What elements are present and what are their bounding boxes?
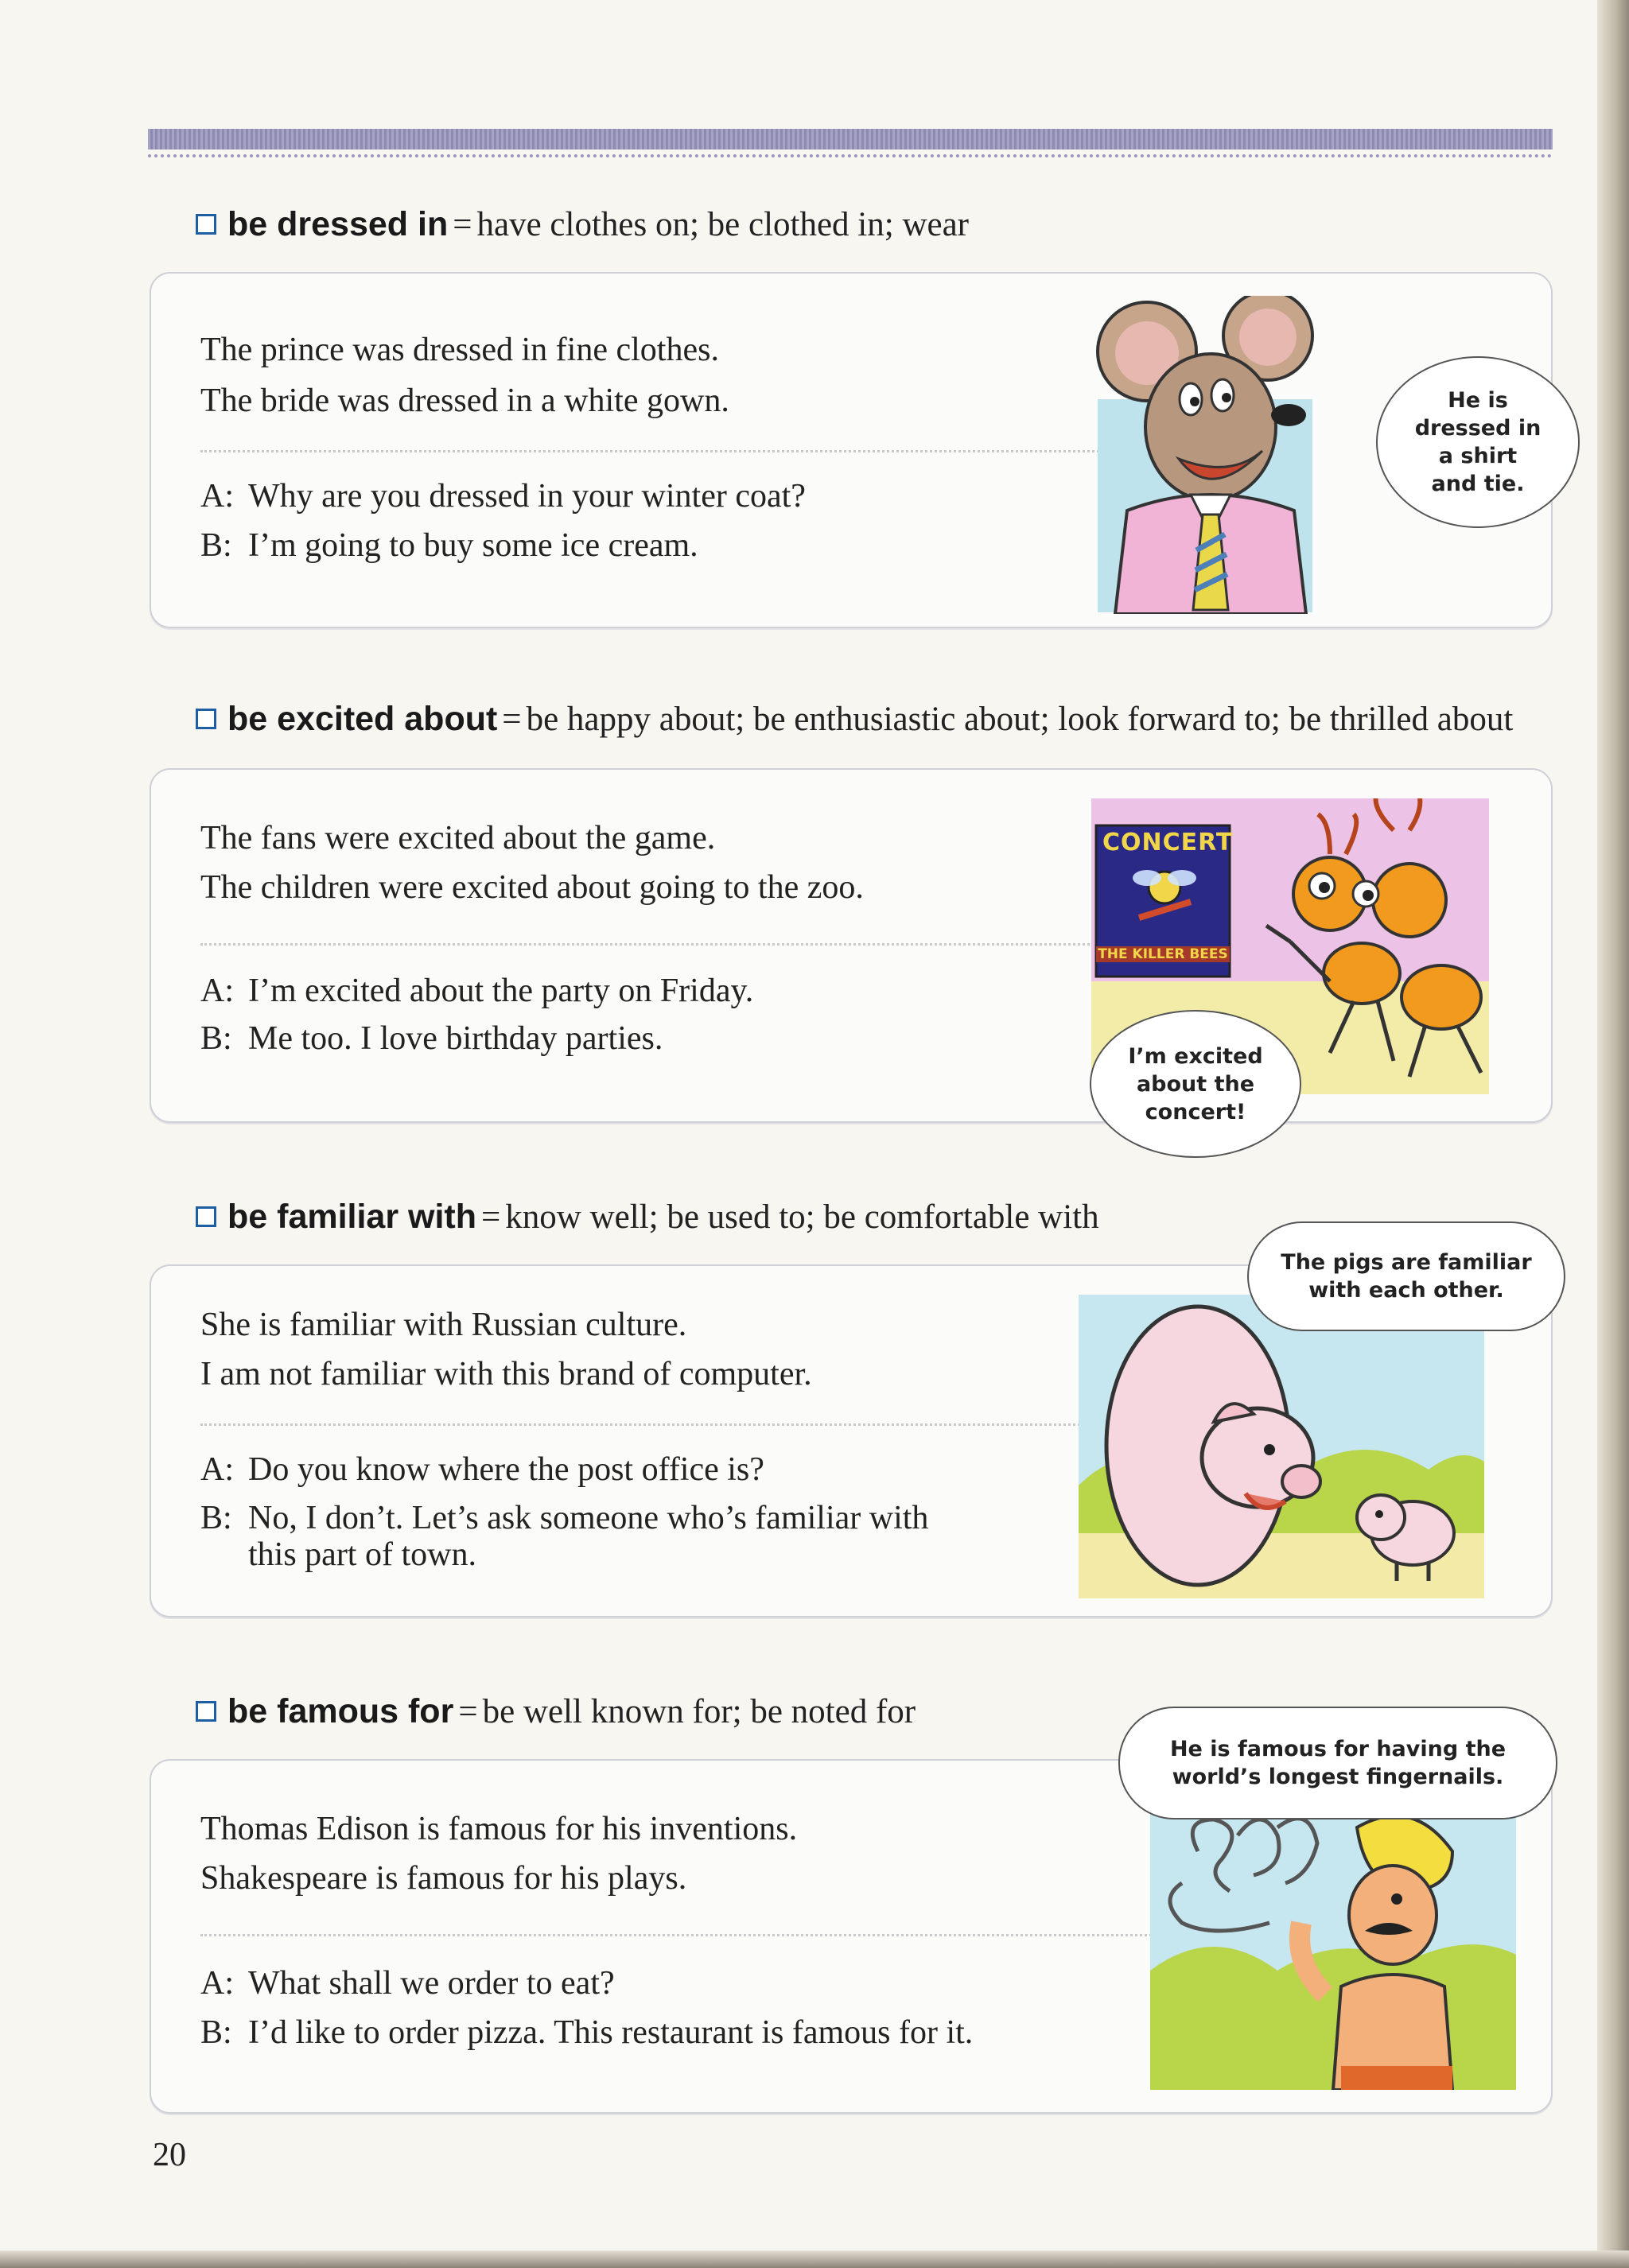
section-heading-familiar-with: be familiar with = know well; be used to; be comfortable with xyxy=(196,1198,1099,1237)
term: be famous for xyxy=(227,1692,454,1730)
example-sentence: Thomas Edison is famous for his inventions. xyxy=(200,1811,798,1847)
speech-bubble: I’m excited about the concert! xyxy=(1090,1010,1301,1158)
checkbox-icon xyxy=(196,709,216,729)
section-heading-excited-about: be excited about = be happy about; be enthusiastic about; look forward to; be thrilled about xyxy=(196,700,1513,739)
definition: be happy about; be enthusiastic about; look forward to; be thrilled about xyxy=(526,701,1514,738)
checkbox-icon xyxy=(196,1206,216,1227)
dialogue-line: A: Why are you dressed in your winter coat? xyxy=(200,478,806,515)
term: be dressed in xyxy=(227,205,449,243)
example-sentence: The fans were excited about the game. xyxy=(200,820,716,856)
dotted-separator xyxy=(200,1423,1199,1426)
section-heading-dressed-in: be dressed in = have clothes on; be clothed in; wear xyxy=(196,205,969,244)
example-sentence: She is familiar with Russian culture. xyxy=(200,1307,687,1343)
header-dotted-rule xyxy=(148,154,1553,157)
speech-bubble: The pigs are familiar with each other. xyxy=(1247,1221,1565,1331)
pigs-illustration xyxy=(1079,1295,1484,1598)
dialogue-line: B: No, I don’t. Let’s ask someone who’s familiar with this part of town. xyxy=(200,1500,929,1573)
fingernails-man-illustration xyxy=(1150,1804,1516,2090)
poster-title: CONCERT xyxy=(1102,829,1234,856)
page-bottom-shadow xyxy=(0,2251,1629,2268)
page-edge-shadow xyxy=(1597,0,1629,2268)
header-band xyxy=(148,129,1553,150)
dialogue-line: B: Me too. I love birthday parties. xyxy=(200,1020,663,1057)
checkbox-icon xyxy=(196,1701,216,1722)
mouse-illustration xyxy=(1091,296,1330,614)
speech-bubble: He is famous for having the world’s longest fingernails. xyxy=(1118,1707,1557,1819)
dialogue-line: A: Do you know where the post office is? xyxy=(200,1451,764,1488)
poster-caption: THE KILLER BEES xyxy=(1096,946,1230,962)
dialogue-line: A: What shall we order to eat? xyxy=(200,1965,615,2002)
dialogue-line: B: I’m going to buy some ice cream. xyxy=(200,527,698,564)
definition: have clothes on; be clothed in; wear xyxy=(476,206,969,243)
dotted-separator xyxy=(200,1934,1199,1936)
dialogue-line: B: I’d like to order pizza. This restaurant is famous for it. xyxy=(200,2014,974,2051)
example-box-dressed-in xyxy=(150,272,1553,628)
section-heading-famous-for: be famous for = be well known for; be noted for xyxy=(196,1692,916,1731)
example-sentence: The prince was dressed in fine clothes. xyxy=(200,332,719,368)
checkbox-icon xyxy=(196,214,216,235)
speech-bubble: He is dressed in a shirt and tie. xyxy=(1376,356,1580,528)
page-number: 20 xyxy=(153,2137,186,2173)
definition: know well; be used to; be comfortable with xyxy=(505,1198,1099,1236)
term: be familiar with xyxy=(227,1198,477,1236)
dotted-separator xyxy=(200,450,1199,452)
definition: be well known for; be noted for xyxy=(482,1693,916,1730)
example-sentence: Shakespeare is famous for his plays. xyxy=(200,1860,687,1897)
term: be excited about xyxy=(227,700,498,738)
dotted-separator xyxy=(200,943,1199,946)
example-sentence: I am not familiar with this brand of computer. xyxy=(200,1356,812,1392)
example-sentence: The bride was dressed in a white gown. xyxy=(200,383,729,419)
example-sentence: The children were excited about going to the zoo. xyxy=(200,869,864,906)
dialogue-line: A: I’m excited about the party on Friday. xyxy=(200,973,754,1009)
